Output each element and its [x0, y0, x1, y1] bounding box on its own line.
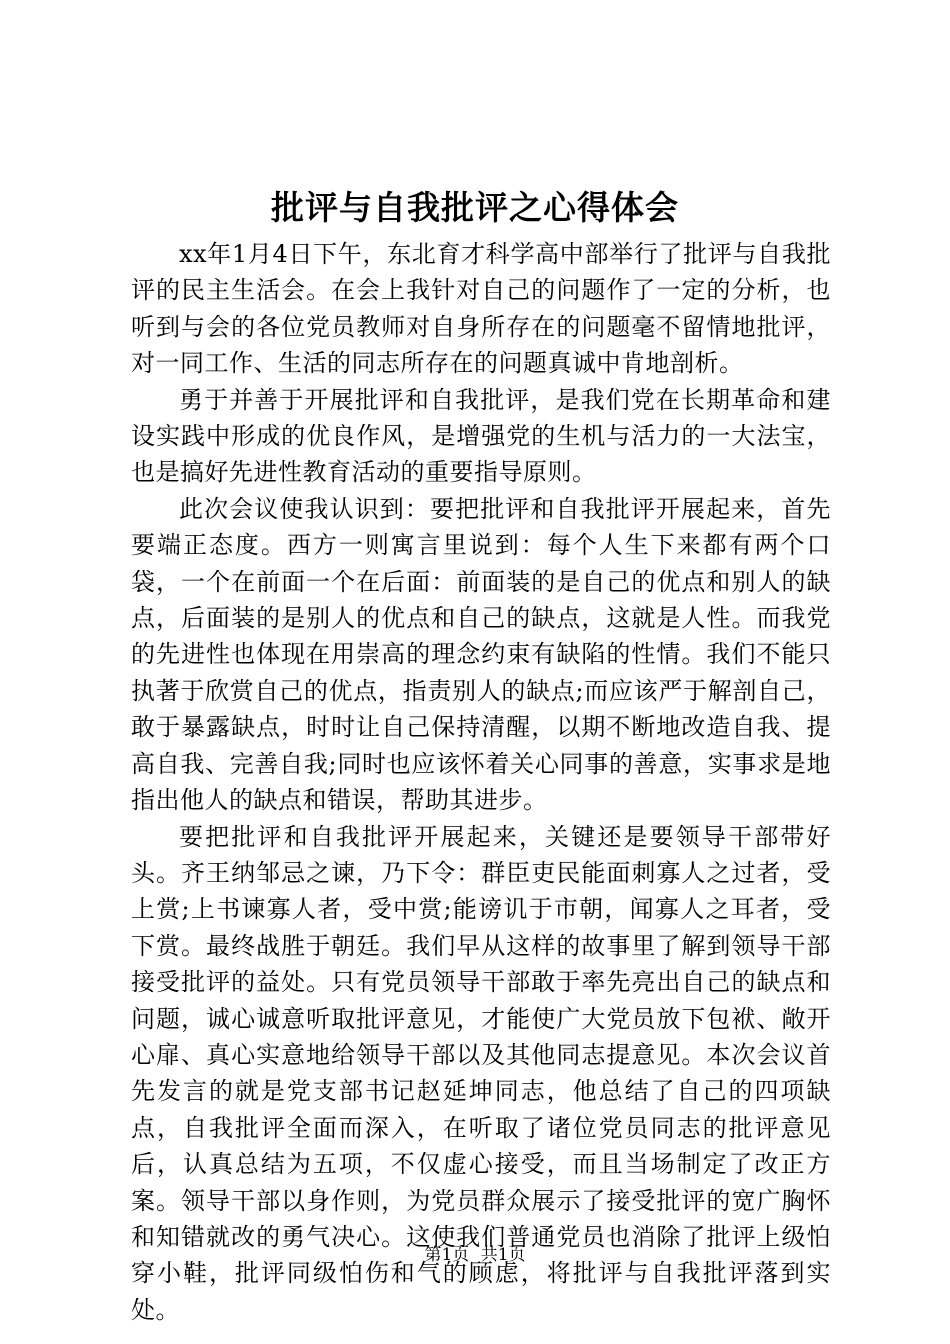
document-title: 批评与自我批评之心得体会 — [271, 188, 679, 227]
page-number: 第1页 — [424, 1245, 470, 1265]
document-body — [131, 236, 831, 1328]
page-total: 共1页 — [480, 1245, 526, 1265]
page-footer — [0, 1244, 950, 1266]
paragraph-4: 要把批评和自我批评开展起来，关键还是要领导干部带好头。齐王纳邹忌之谏，乃下令：群臣吏民能面刺寡人之过者，受上赏;上书谏寡人者，受中赏;能谤讥于市朝，闻寡人之耳者，受下赏。最终战胜于朝廷。我们早从这样的故事里了解到领导干部接受批评的益处。只有党员领导干部敢于率先亮出自己的缺点和问题，诚心诚意听取批评意见，才能使广大党员放下包袱、敞开心扉、真心实意地给领导干部以及其他同志提意见。本次会议首先发言的就是党支部书记赵延坤同志，他总结了自己的四项缺点，自我批评全面而深入，在听取了诸位党员同志的批评意见后，认真总结为五项，不仅虚心接受，而且当场制定了改正方案。领导干部以身作则，为党员群众展示了接受批评的宽广胸怀和知错就改的勇气决心。这使我们普通党员也消除了批评上级怕穿小鞋，批评同级怕伤和气的顾虑，将批评与自我批评落到实处。 — [131, 822, 831, 1324]
paragraph-3: 此次会议使我认识到：要把批评和自我批评开展起来，首先要端正态度。西方一则寓言里说到：每个人生下来都有两个口袋，一个在前面一个在后面：前面装的是自己的优点和别人的缺点，后面装的是别人的优点和自己的缺点，这就是人性。而我党的先进性也体现在用崇高的理念约束有缺陷的性情。我们不能只执著于欣赏自己的优点，指责别人的缺点;而应该严于解剖自己，敢于暴露缺点，时时让自己保持清醒，以期不断地改造自我、提高自我、完善自我;同时也应该怀着关心同事的善意，实事求是地指出他人的缺点和错误，帮助其进步。 — [131, 494, 831, 815]
paragraph-1: xx年1月4日下午，东北育才科学高中部举行了批评与自我批评的民主生活会。在会上我针对自己的问题作了一定的分析，也听到与会的各位党员教师对自身所存在的问题毫不留情地批评，对一同工作、生活的同志所存在的问题真诚中肯地剖析。 — [131, 240, 831, 378]
paragraph-2: 勇于并善于开展批评和自我批评，是我们党在长期革命和建设实践中形成的优良作风，是增强党的生机与活力的一大法宝，也是搞好先进性教育活动的重要指导原则。 — [131, 385, 831, 487]
